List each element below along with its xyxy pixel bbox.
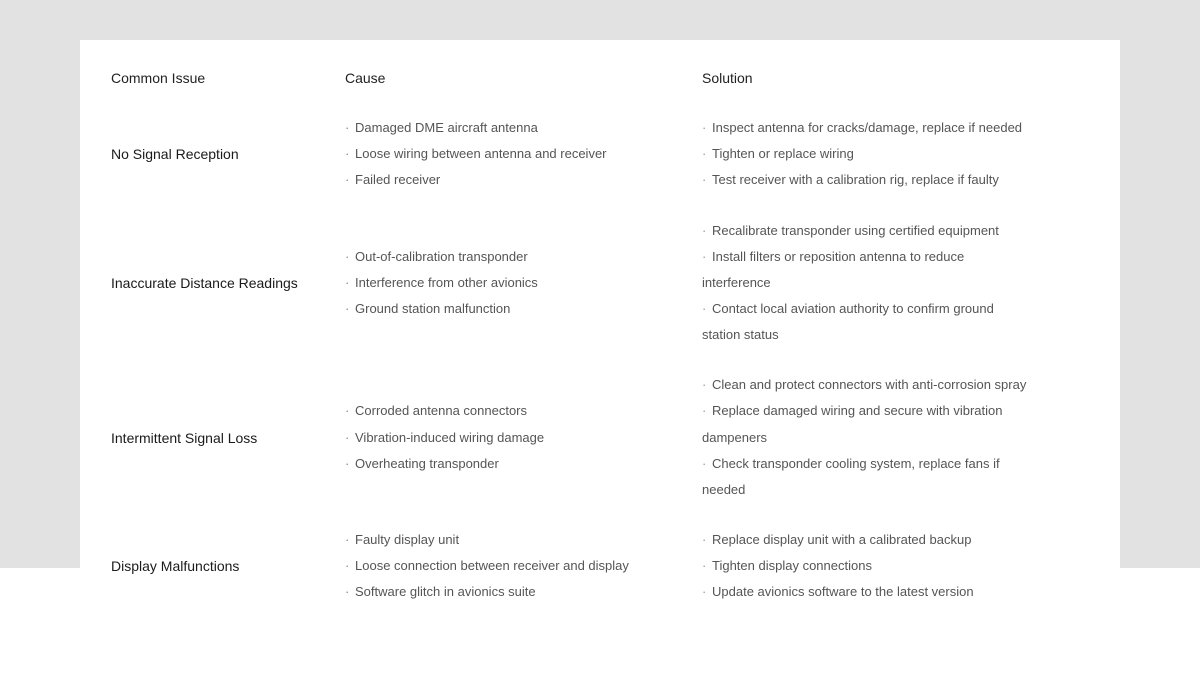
solution-item: · Contact local aviation authority to confirm ground	[702, 301, 994, 316]
header-solution: Solution	[702, 70, 753, 86]
cause-item: · Faulty display unit	[345, 532, 460, 547]
solution-item-continuation: station status	[702, 327, 779, 342]
solution-item: · Install filters or reposition antenna to reduce	[702, 249, 965, 264]
cause-item: · Damaged DME aircraft antenna	[345, 120, 538, 135]
solution-item-continuation: needed	[702, 482, 746, 497]
header-cause: Cause	[345, 70, 386, 86]
cause-item: · Corroded antenna connectors	[345, 403, 528, 418]
solution-item: · Replace display unit with a calibrated backup	[702, 532, 972, 547]
solution-item: · Check transponder cooling system, replace fans if	[702, 456, 1000, 471]
issue-cell: Display Malfunctions	[111, 558, 240, 574]
solution-item: · Tighten display connections	[702, 558, 872, 573]
solution-item: · Recalibrate transponder using certified equipment	[702, 223, 999, 238]
issue-cell: No Signal Reception	[111, 146, 239, 162]
header-common-issue: Common Issue	[111, 70, 206, 86]
cause-item: · Loose connection between receiver and display	[345, 558, 629, 573]
cause-item: · Loose wiring between antenna and receiver	[345, 146, 607, 161]
cause-item: · Failed receiver	[345, 172, 441, 187]
cause-item: · Software glitch in avionics suite	[345, 584, 536, 599]
cause-item: · Ground station malfunction	[345, 301, 511, 316]
solution-item: · Inspect antenna for cracks/damage, replace if needed	[702, 120, 1023, 135]
cause-item: · Vibration-induced wiring damage	[345, 430, 545, 445]
cause-item: · Out-of-calibration transponder	[345, 249, 528, 264]
solution-item: · Tighten or replace wiring	[702, 146, 854, 161]
cause-item: · Overheating transponder	[345, 456, 499, 471]
solution-item: · Update avionics software to the latest version	[702, 584, 974, 599]
solution-item-continuation: interference	[702, 275, 771, 290]
solution-item: · Replace damaged wiring and secure with vibration	[702, 403, 1003, 418]
solution-item-continuation: dampeners	[702, 430, 768, 445]
cause-item: · Interference from other avionics	[345, 275, 538, 290]
solution-item: · Clean and protect connectors with anti-corrosion spray	[702, 377, 1027, 392]
solution-item: · Test receiver with a calibration rig, replace if faulty	[702, 172, 999, 187]
issue-cell: Inaccurate Distance Readings	[111, 275, 298, 291]
issue-cell: Intermittent Signal Loss	[111, 430, 258, 446]
